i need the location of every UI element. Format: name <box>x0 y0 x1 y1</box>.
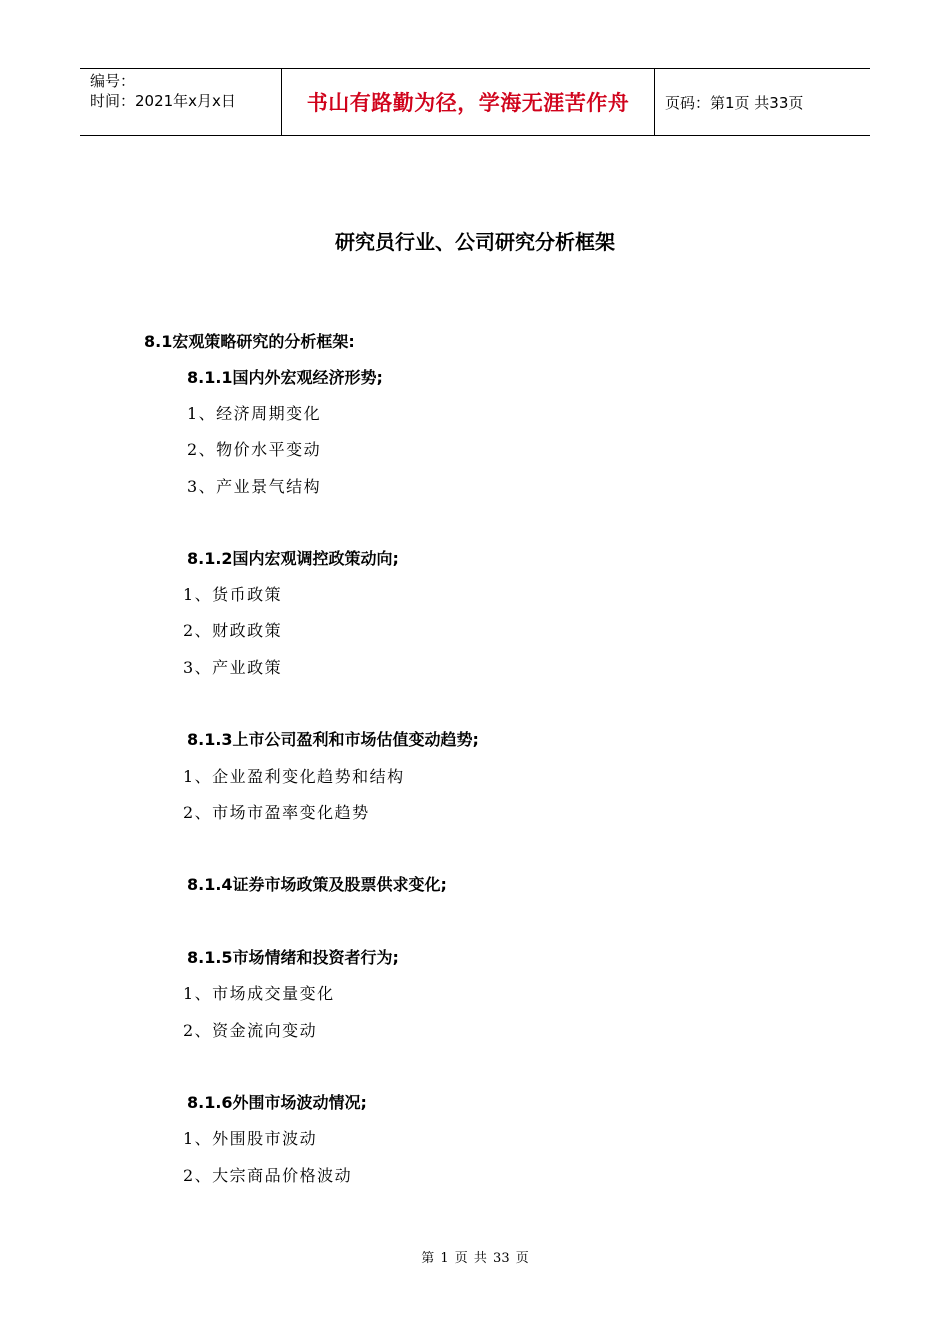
subsection-heading: 8.1.6外围市场波动情况; <box>187 1093 367 1112</box>
document-time-label: 时间：2021年x月x日 <box>90 92 236 110</box>
document-number-label: 编号： <box>90 72 136 90</box>
subsection-heading: 8.1.5市场情绪和投资者行为; <box>187 948 399 967</box>
list-item: 2、财政政策 <box>183 621 283 640</box>
list-item: 3、产业景气结构 <box>187 477 322 496</box>
header-motto-cell <box>282 69 655 135</box>
list-item: 2、大宗商品价格波动 <box>183 1166 353 1185</box>
list-item: 1、企业盈利变化趋势和结构 <box>183 767 405 786</box>
list-item: 1、货币政策 <box>183 585 283 604</box>
page-footer: 第 1 页 共 33 页 <box>421 1251 529 1266</box>
subsection-heading: 8.1.4证券市场政策及股票供求变化; <box>187 875 447 894</box>
list-item: 1、市场成交量变化 <box>183 984 335 1003</box>
header-info-cell <box>80 69 282 135</box>
page-header <box>80 68 870 136</box>
document-title: 研究员行业、公司研究分析框架 <box>335 230 615 254</box>
section-heading: 8.1宏观策略研究的分析框架: <box>144 332 355 351</box>
subsection-heading: 8.1.3上市公司盈利和市场估值变动趋势; <box>187 730 479 749</box>
list-item: 1、外围股市波动 <box>183 1129 318 1148</box>
subsection-heading: 8.1.2国内宏观调控政策动向; <box>187 549 399 568</box>
list-item: 2、资金流向变动 <box>183 1021 318 1040</box>
header-motto: 书山有路勤为径，学海无涯苦作舟 <box>306 91 630 115</box>
list-item: 3、产业政策 <box>183 658 283 677</box>
list-item: 2、市场市盈率变化趋势 <box>183 803 370 822</box>
subsection-heading: 8.1.1国内外宏观经济形势; <box>187 368 383 387</box>
header-page-cell <box>655 69 870 135</box>
list-item: 2、物价水平变动 <box>187 440 322 459</box>
list-item: 1、经济周期变化 <box>187 404 322 423</box>
header-page-info: 页码：第1页 共33页 <box>665 93 804 112</box>
